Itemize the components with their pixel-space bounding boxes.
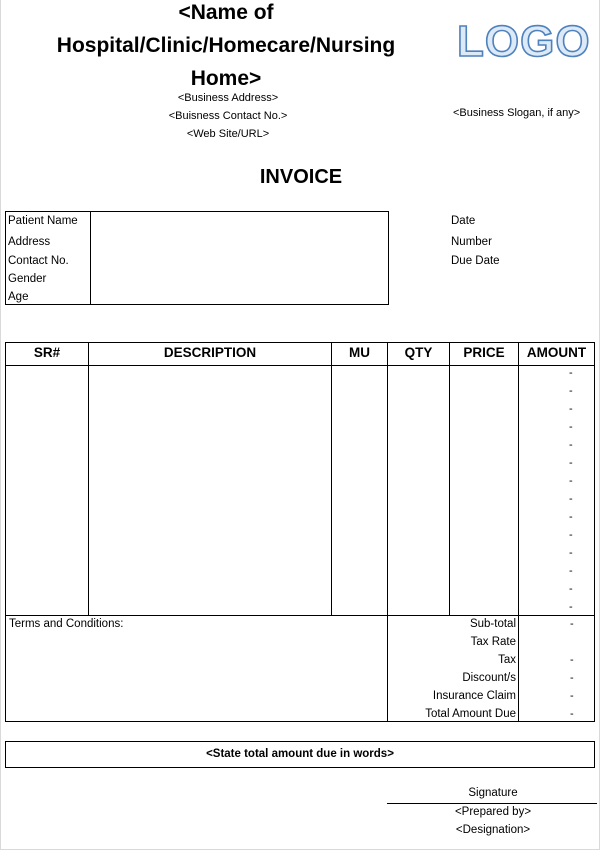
business-slogan: <Business Slogan, if any> [453, 107, 581, 119]
amount-cell: - [569, 421, 573, 433]
total-amount-due-value: - [570, 708, 574, 720]
tax-label: Tax [498, 654, 516, 666]
address-label: Address [8, 236, 51, 248]
discount-value: - [570, 672, 574, 684]
col-header-description: DESCRIPTION [163, 345, 257, 360]
amount-cell: - [569, 565, 573, 577]
number-label: Number [451, 236, 492, 248]
col-header-sr: SR# [33, 345, 61, 360]
business-contact-no: <Buisness Contact No.> [168, 110, 288, 122]
amount-cell: - [569, 601, 573, 613]
amount-cell: - [569, 403, 573, 415]
prepared-by: <Prepared by> [454, 806, 532, 818]
amount-cell: - [569, 367, 573, 379]
gender-label: Gender [8, 273, 47, 285]
amount-cell: - [569, 385, 573, 397]
amount-cell: - [569, 457, 573, 469]
col-header-qty: QTY [404, 345, 433, 360]
amount-cell: - [569, 493, 573, 505]
due-date-label: Due Date [451, 255, 500, 267]
header-separator [6, 365, 594, 366]
age-label: Age [8, 291, 29, 303]
amount-cell: - [569, 583, 573, 595]
patient-name-label: Patient Name [8, 215, 78, 227]
column-divider [88, 343, 89, 615]
insurance-claim-label: Insurance Claim [432, 690, 516, 702]
tax-value: - [570, 654, 574, 666]
total-amount-due-label: Total Amount Due [425, 708, 516, 720]
discount-label: Discount/s [462, 672, 516, 684]
terms-and-conditions-label: Terms and Conditions: [9, 618, 124, 630]
amount-cell: - [569, 529, 573, 541]
column-divider [387, 343, 388, 721]
contact-no-label: Contact No. [8, 255, 69, 267]
invoice-title: INVOICE [259, 166, 343, 188]
amount-cell: - [569, 511, 573, 523]
column-divider [331, 343, 332, 615]
company-name: <Name of Hospital/Clinic/Homecare/Nursing Home> [56, 1, 396, 90]
company-logo: LOGO [457, 17, 591, 66]
designation: <Designation> [455, 824, 531, 836]
amount-cell: - [569, 547, 573, 559]
subtotal-label: Sub-total [469, 618, 516, 630]
amount-cell: - [569, 439, 573, 451]
amount-in-words-box: <State total amount due in words> [5, 741, 595, 768]
business-address: <Business Address> [177, 92, 279, 104]
items-table [5, 342, 595, 722]
signature-line [387, 803, 597, 804]
column-divider [449, 343, 450, 615]
date-label: Date [451, 215, 476, 227]
col-header-amount: AMOUNT [526, 345, 587, 360]
col-header-price: PRICE [463, 345, 505, 360]
website-url: <Web Site/URL> [186, 128, 270, 140]
tax-rate-label: Tax Rate [470, 636, 516, 648]
column-divider [518, 343, 519, 721]
summary-separator [6, 615, 594, 616]
col-header-mu: MU [349, 345, 370, 360]
patient-info-box [5, 211, 389, 305]
patient-box-divider [90, 212, 91, 304]
amount-cell: - [569, 475, 573, 487]
insurance-claim-value: - [570, 690, 574, 702]
signature-label: Signature [468, 787, 518, 799]
subtotal-value: - [570, 618, 574, 630]
